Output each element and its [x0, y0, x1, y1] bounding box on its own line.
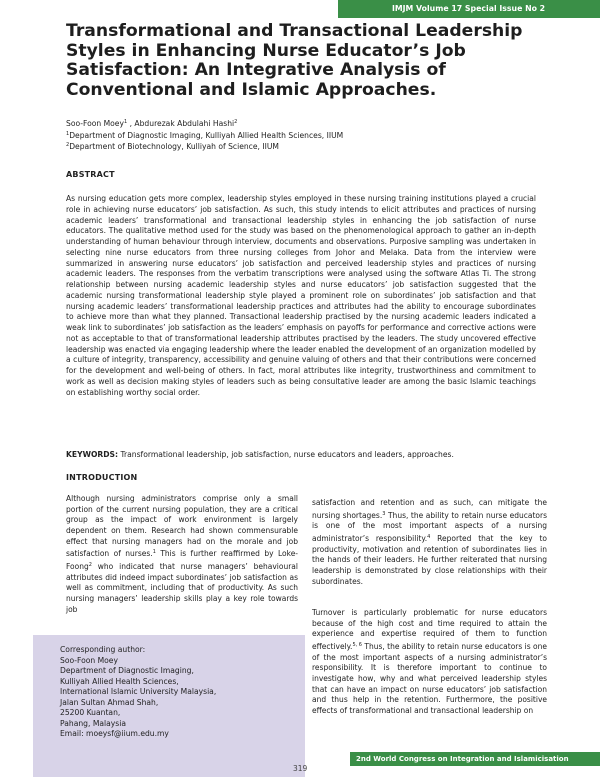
- intro-left-text-c: who indicated that nurse managers’ behavioural attributes did indeed impact subordinates’ job satisfaction as well as commitment, including that of productivity. As such nursing managers’ leadership skills play a key role towards job: [66, 561, 298, 614]
- intro-left-text-a: Although nursing administrators comprise only a small portion of the current nursing population, they are a critical group as the impact of work environment is largely dependent on them. Research had shown commensurable effect that nursing managers had on the morale and job satisfaction of nurses.: [66, 494, 298, 559]
- citation-2: 2: [88, 561, 92, 568]
- affiliation-1-sup: 1: [66, 131, 70, 137]
- intro-right1-text-b: Thus, the ability to retain nurse educators is one of the most important aspects of a nursing administrator’s responsibility.: [312, 510, 547, 543]
- intro-right2-text-a: Turnover is particularly problematic for nurse educators because of the high cost and time required to attain the experience and expertise required of them to function effectively.: [312, 608, 547, 651]
- keywords-line: [66, 449, 536, 460]
- intro-right2-text-b: Thus, the ability to retain nurse educators is one of the most important aspects of a nursing administrator’s responsibility. It is therefore important to continue to investigate how, why and what perceived leadership styles that can have an impact on nurse educators’ job satisfaction and thus help in the retention. Furthermore, the positive effects of transformational and transactional leadership on: [312, 641, 547, 715]
- author-separator: ,: [127, 119, 135, 128]
- citation-1: 1: [152, 549, 156, 556]
- affiliation-2-sup: 2: [66, 142, 70, 148]
- introduction-heading: INTRODUCTION: [66, 473, 138, 482]
- intro-right-paragraph-2: [312, 608, 547, 717]
- corr-university: International Islamic University Malaysia,: [60, 687, 217, 696]
- intro-left-paragraph: [66, 494, 298, 615]
- keywords-label: KEYWORDS:: [66, 450, 119, 459]
- keywords-text: Transformational leadership, job satisfaction, nurse educators and leaders, approaches.: [118, 450, 454, 459]
- corr-email[interactable]: Email: moeysf@iium.edu.my: [60, 729, 169, 738]
- page-number: 319: [293, 764, 308, 773]
- authors-line: [66, 117, 237, 129]
- author-1-sup: 1: [123, 119, 128, 125]
- corr-heading: Corresponding author:: [60, 645, 146, 654]
- citation-5-6: 5, 6: [352, 641, 362, 648]
- journal-issue-label: IMJM Volume 17 Special Issue No 2: [392, 4, 546, 13]
- corr-state: Pahang, Malaysia: [60, 718, 127, 728]
- abstract-text: As nursing education gets more complex, leadership styles employed in these nursing training institutions played a crucial role in achieving nurse educators’ job satisfaction. As such, this study intends to elicit attributes and practices of nursing academic leaders’ transformational and transactional leadership styles in enhancing the job satisfaction of nurse educators. The qualitative method used for the study was based on the phenomenological approach to gather an in-depth understanding of human behaviour through interview, documents and observations. Purposive sampling was undertaken in selecting nine nurse educators from three nursing colleges from Johor and Melaka. Data from the interview were summarized in answering nurse educators’ job satisfaction and perceived leadership styles and practices of nursing academic leaders. The responses from the verbatim transcriptions were analysed using the software Atlas Ti. The strong relationship between nursing academic leadership styles and nurse educators’ job satisfaction suggested that the academic nursing transformational leadership style played a prominent role on subordinates’ job satisfaction and that nursing academic leaders’ transformational leadership practices and attributes had the ability to encourage subordinates to achieve more than what they planned. Transactional leadership practised by the nursing academic leaders indicated a weak link to subordinates’ job satisfaction as the leaders’ emphasis on payoffs for performance and corrective actions were not as acceptable to that of transformational leadership attributes practised by the leaders. The study uncovered effective leadership was enacted via engaging leadership where the leader enabled the development of an organization modelled by a culture of integrity, transparency, accessibility and genuine valuing of others and that their contributions were concerned for the development and well-being of others. In fact, moral attributes like integrity, trustworthiness and commitment to work as well as decision making styles of leaders such as being consultative leader are among the basic Islamic teachings on establishing worthy social order.: [66, 194, 536, 397]
- corr-dept: Department of Diagnostic Imaging,: [60, 666, 194, 675]
- author-1: Soo-Foon Moey: [66, 119, 124, 128]
- author-2: Abdurezak Abdulahi Hashi: [134, 119, 235, 128]
- corr-postcode: 25200 Kuantan,: [60, 708, 121, 717]
- corr-name: Soo-Foon Moey: [60, 655, 118, 665]
- journal-header-band: [338, 0, 600, 18]
- citation-3: 3: [382, 510, 386, 517]
- corr-street: Jalan Sultan Ahmad Shah,: [60, 697, 159, 707]
- abstract-heading: ABSTRACT: [66, 170, 115, 179]
- intro-left-text-b: This is further reaffirmed by Loke-Foong: [66, 549, 299, 571]
- affiliation-1-text: Department of Diagnostic Imaging, Kulliyah Allied Health Sciences, IIUM: [69, 131, 344, 140]
- intro-right1-text-a: satisfaction and retention and as such, can mitigate the nursing shortages.: [312, 498, 547, 520]
- corresponding-author-details: [60, 645, 300, 740]
- affiliation-2: [66, 140, 279, 152]
- affiliation-2-text: Department of Biotechnology, Kulliyah of Science, IIUM: [69, 142, 279, 151]
- conference-label: 2nd World Congress on Integration and Islamicisation: [356, 755, 569, 763]
- conference-footer-band: [350, 752, 600, 766]
- intro-right1-text-c: Reported that the key to productivity, motivation and retention of subordinates lies in the hands of their leaders. He further reiterated that nursing leadership is demonstrated by close relationships with their subordinates.: [312, 533, 547, 586]
- corr-kulliyah: Kulliyah Allied Health Sciences,: [60, 676, 179, 686]
- paper-title: Transformational and Transactional Leadership Styles in Enhancing Nurse Educator’s Job Satisfaction: An Integrative Analysis of Conventional and Islamic Approaches.: [66, 21, 523, 100]
- author-2-sup: 2: [234, 119, 238, 125]
- intro-right-paragraph-1: [312, 498, 547, 587]
- citation-4: 4: [427, 533, 431, 540]
